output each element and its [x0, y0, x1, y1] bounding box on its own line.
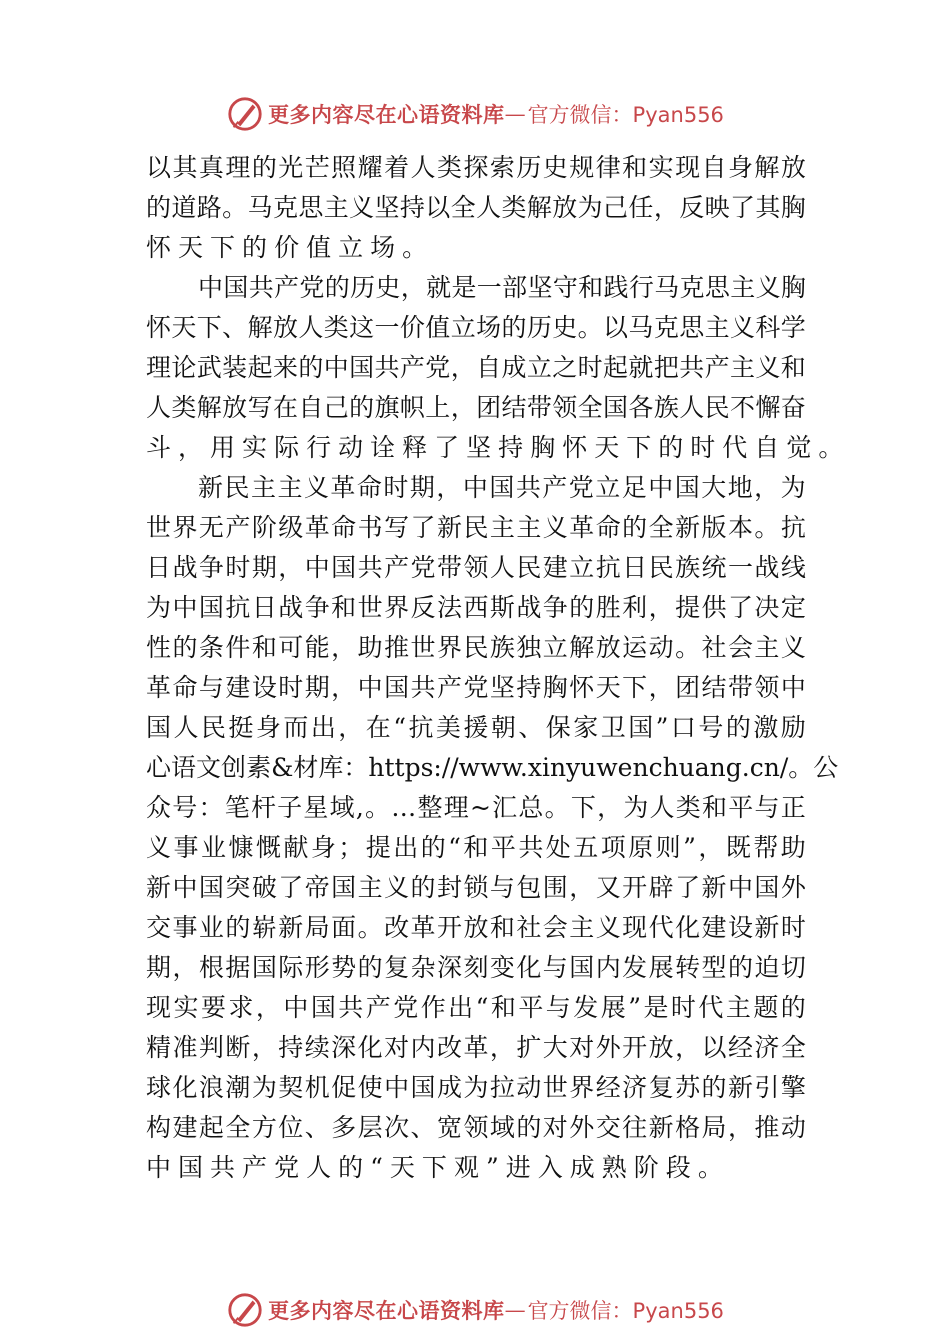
body-line: 革 命 与 建 设 时 期 ， 中 国 共 产 党 坚 持 胸 怀 天 下 ， 团 结 带 领 中	[146, 673, 806, 702]
body-line: 国 人 民 挺 身 而 出 ， 在 “ 抗 美 援 朝 、 保 家 卫 国 ” 口 号 的 激 励	[146, 713, 806, 742]
body-line: 精 准 判 断 ， 持 续 深 化 对 内 改 革 ， 扩 大 对 外 开 放 ， 以 经 济 全	[146, 1033, 806, 1062]
body-line: 怀 天 下 、 解 放 人 类 这 一 价 值 立 场 的 历 史 。 以 马 克 思 主 义 科 学	[146, 313, 806, 342]
body-line: 新 民 主 主 义 革 命 时 期 ， 中 国 共 产 党 立 足 中 国 大 地 ， 为	[198, 473, 806, 502]
body-line: 性 的 条 件 和 可 能 ， 助 推 世 界 民 族 独 立 解 放 运 动 。 社 会 主 义	[146, 633, 806, 662]
body-line: 新 中 国 突 破 了 帝 国 主 义 的 封 锁 与 包 围 ， 又 开 辟 了 新 中 国 外	[146, 873, 806, 902]
body-line: 为 中 国 抗 日 战 争 和 世 界 反 法 西 斯 战 争 的 胜 利 ， 提 供 了 决 定	[146, 593, 806, 622]
footer-dash: —	[504, 1298, 526, 1322]
body-line: 怀 天 下 的 价 值 立 场 。	[146, 233, 428, 262]
header-site-text: 更多内容尽在心语资料库	[268, 102, 505, 127]
body-line: 期 ， 根 据 国 际 形 势 的 复 杂 深 刻 变 化 与 国 内 发 展 转 型 的 迫 切	[146, 953, 806, 982]
footer-site-text: 更多内容尽在心语资料库	[268, 1298, 505, 1323]
body-line: 众 号 ： 笔 杆 子 星 域 , 。 … 整 理 ~ 汇 总 。 下 ， 为 人 类 和 平 与 正	[146, 793, 806, 822]
body-line: 世 界 无 产 阶 级 革 命 书 写 了 新 民 主 主 义 革 命 的 全 新 版 本 。 抗	[146, 513, 806, 542]
header-dash: —	[504, 102, 526, 126]
pen-circle-logo-icon	[226, 95, 264, 133]
body-line: 人 类 解 放 写 在 自 己 的 旗 帜 上 ， 团 结 带 领 全 国 各 族 人 民 不 懈 奋	[146, 393, 806, 422]
body-line: 以 其 真 理 的 光 芒 照 耀 着 人 类 探 索 历 史 规 律 和 实 现 自 身 解 放	[146, 153, 806, 182]
body-line: 交 事 业 的 崭 新 局 面 。 改 革 开 放 和 社 会 主 义 现 代 化 建 设 新 时	[146, 913, 806, 942]
body-line: 现 实 要 求 ， 中 国 共 产 党 作 出 “ 和 平 与 发 展 ” 是 时 代 主 题 的	[146, 993, 806, 1022]
body-line: 日 战 争 时 期 ， 中 国 共 产 党 带 领 人 民 建 立 抗 日 民 族 统 一 战 线	[146, 553, 806, 582]
body-line: 义 事 业 慷 慨 献 身 ； 提 出 的 “ 和 平 共 处 五 项 原 则 ” ， 既 帮 助	[146, 833, 806, 862]
body-line: 中 国 共 产 党 人 的 “ 天 下 观 ” 进 入 成 熟 阶 段 。	[146, 1153, 723, 1182]
header-banner	[0, 92, 950, 136]
header-wechat-text: 官方微信：Pyan556	[527, 103, 724, 127]
document-body	[146, 148, 844, 1188]
footer-banner	[0, 1288, 950, 1332]
footer-wechat-text: 官方微信：Pyan556	[527, 1299, 724, 1323]
body-line: 构 建 起 全 方 位 、 多 层 次 、 宽 领 域 的 对 外 交 往 新 格 局 ， 推 动	[146, 1113, 806, 1142]
body-line: 理 论 武 装 起 来 的 中 国 共 产 党 ， 自 成 立 之 时 起 就 把 共 产 主 义 和	[146, 353, 806, 382]
body-line: 心 语 文 创 素 & 材 库 ： https://www.xinyuwenchuang.cn/ 。 公	[146, 753, 839, 782]
body-line: 球 化 浪 潮 为 契 机 促 使 中 国 成 为 拉 动 世 界 经 济 复 苏 的 新 引 擎	[146, 1073, 806, 1102]
body-line: 中 国 共 产 党 的 历 史 ， 就 是 一 部 坚 守 和 践 行 马 克 思 主 义 胸	[198, 273, 806, 302]
body-line: 的 道 路 。 马 克 思 主 义 坚 持 以 全 人 类 解 放 为 己 任 ， 反 映 了 其 胸	[146, 193, 806, 222]
body-line: 斗 ， 用 实 际 行 动 诠 释 了 坚 持 胸 怀 天 下 的 时 代 自 觉 。	[146, 433, 844, 462]
pen-circle-logo-icon	[226, 1291, 264, 1329]
